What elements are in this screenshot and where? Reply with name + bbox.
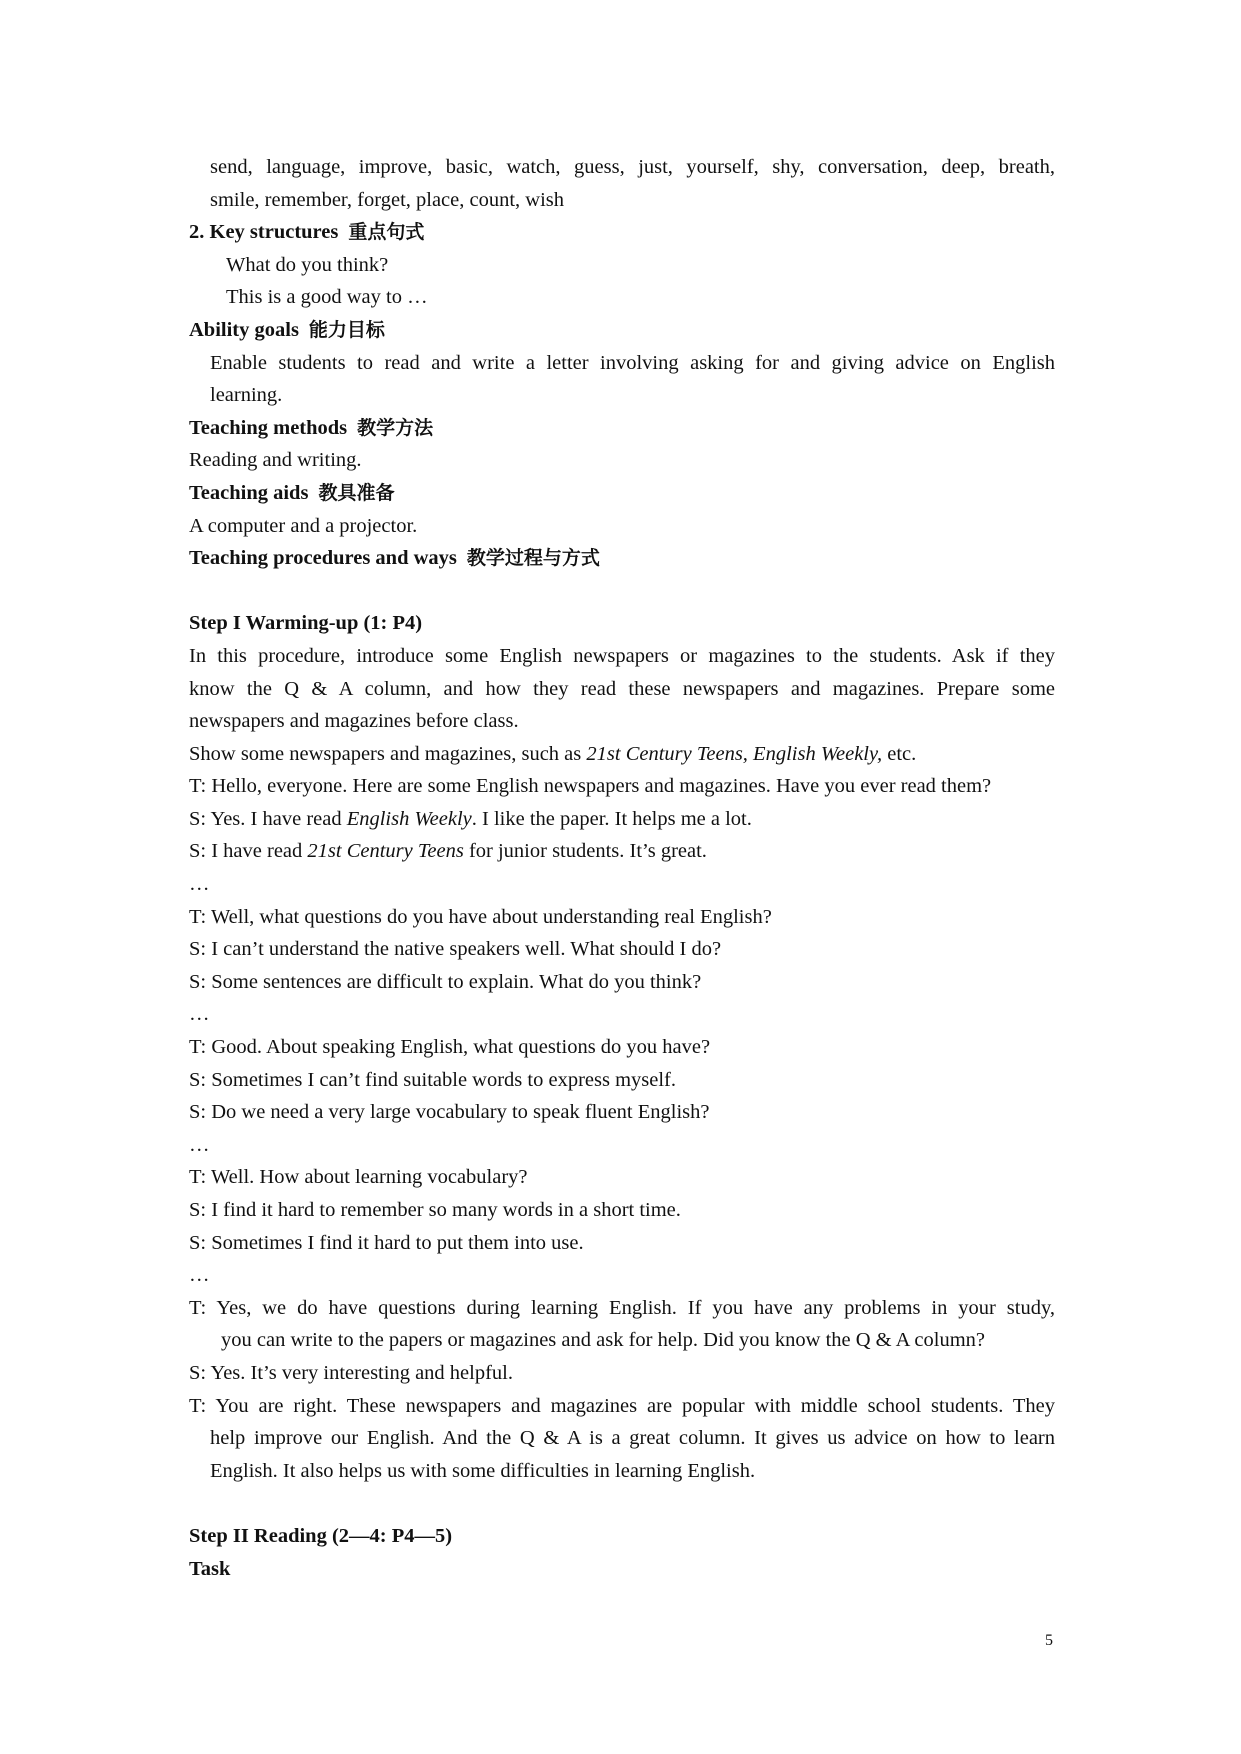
ability-goals-line-1: Enable students to read and write a letter involving asking for and giving advice on English <box>210 351 1055 374</box>
key-structure-item: What do you think? <box>226 253 389 276</box>
show-titles: 21st Century Teens, English Weekly, <box>586 742 883 765</box>
vocab-line-2: smile, remember, forget, place, count, wish <box>210 188 565 211</box>
dialogue-line: T: Good. About speaking English, what questions do you have? <box>189 1036 711 1059</box>
dialogue-text: S: Yes. I have read <box>189 807 347 830</box>
dialogue-line-cont: you can write to the papers or magazines and ask for help. Did you know the Q & A column? <box>221 1329 986 1352</box>
teaching-methods-heading <box>189 412 1055 445</box>
teaching-methods-title-cn: 教学方法 <box>357 416 434 439</box>
dialogue-line: S: Yes. It’s very interesting and helpful. <box>189 1361 513 1384</box>
document-body <box>189 151 1055 1585</box>
step2-heading: Step II Reading (2—4: P4—5) <box>189 1524 453 1547</box>
ability-goals-line-2: learning. <box>210 384 283 407</box>
step1-intro-2: know the Q & A column, and how they read these newspapers and magazines. Prepare some <box>189 677 1055 700</box>
ellipsis: … <box>189 1264 210 1287</box>
dialogue-line: T: Hello, everyone. Here are some English newspapers and magazines. Have you ever read them? <box>189 775 992 798</box>
teaching-aids-title: Teaching aids <box>189 481 309 504</box>
ellipsis: … <box>189 873 210 896</box>
dialogue-line: S: Sometimes I can’t find suitable words to express myself. <box>189 1068 676 1091</box>
dialogue-text: for junior students. It’s great. <box>463 840 707 863</box>
publication-title: 21st Century Teens <box>307 840 464 863</box>
teaching-aids-title-cn: 教具准备 <box>318 481 395 504</box>
step1-intro-1: In this procedure, introduce some English newspapers or magazines to the students. Ask if they <box>189 644 1055 667</box>
dialogue-line: S: I can’t understand the native speakers well. What should I do? <box>189 938 722 961</box>
ellipsis: … <box>189 1003 210 1026</box>
step1-show-line <box>189 738 1055 771</box>
teaching-methods-text: Reading and writing. <box>189 449 362 472</box>
dialogue-line <box>189 835 1055 868</box>
procedures-title-cn: 教学过程与方式 <box>466 547 600 570</box>
ellipsis: … <box>189 1133 210 1156</box>
dialogue-line-cont: English. It also helps us with some difficulties in learning English. <box>210 1459 756 1482</box>
procedures-heading <box>189 542 1055 575</box>
key-structure-item: This is a good way to … <box>226 286 428 309</box>
show-text: Show some newspapers and magazines, such as <box>189 742 587 765</box>
dialogue-line-cont: help improve our English. And the Q & A is a great column. It gives us advice on how to learn <box>210 1427 1055 1450</box>
dialogue-line <box>189 803 1055 836</box>
step1-intro-3: newspapers and magazines before class. <box>189 710 519 733</box>
dialogue-line: T: Well. How about learning vocabulary? <box>189 1166 528 1189</box>
dialogue-line: T: Well, what questions do you have about understanding real English? <box>189 905 772 928</box>
key-structures-heading <box>189 216 1055 249</box>
spacer <box>189 1487 1055 1520</box>
ability-goals-title-cn: 能力目标 <box>308 318 385 341</box>
step2-task: Task <box>189 1557 231 1580</box>
teaching-methods-title: Teaching methods <box>189 416 348 439</box>
key-structures-title: 2. Key structures <box>189 221 339 244</box>
dialogue-text: S: I have read <box>189 840 308 863</box>
vocab-line-1: send, language, improve, basic, watch, guess, just, yourself, shy, conversation, deep, breath, <box>210 156 1055 178</box>
dialogue-text: . I like the paper. It helps me a lot. <box>471 807 752 830</box>
key-structures-title-cn: 重点句式 <box>348 221 425 244</box>
dialogue-line: T: Yes, we do have questions during learning English. If you have any problems in your study, <box>189 1296 1055 1319</box>
dialogue-line: S: Some sentences are difficult to explain. What do you think? <box>189 970 702 993</box>
page-number: 5 <box>1045 1632 1053 1649</box>
dialogue-line: S: Do we need a very large vocabulary to speak fluent English? <box>189 1101 710 1124</box>
publication-title: English Weekly <box>346 807 472 830</box>
ability-goals-title: Ability goals <box>189 318 299 341</box>
show-text-end: etc. <box>882 742 917 765</box>
dialogue-line: S: Sometimes I find it hard to put them into use. <box>189 1231 584 1254</box>
ability-goals-heading <box>189 314 1055 347</box>
procedures-title: Teaching procedures and ways <box>189 547 457 570</box>
spacer <box>189 575 1055 608</box>
teaching-aids-heading <box>189 477 1055 510</box>
dialogue-line: T: You are right. These newspapers and magazines are popular with middle school students. They <box>189 1394 1055 1417</box>
teaching-aids-text: A computer and a projector. <box>189 514 418 537</box>
dialogue-line: S: I find it hard to remember so many words in a short time. <box>189 1199 681 1221</box>
step1-heading: Step I Warming-up (1: P4) <box>189 612 423 635</box>
